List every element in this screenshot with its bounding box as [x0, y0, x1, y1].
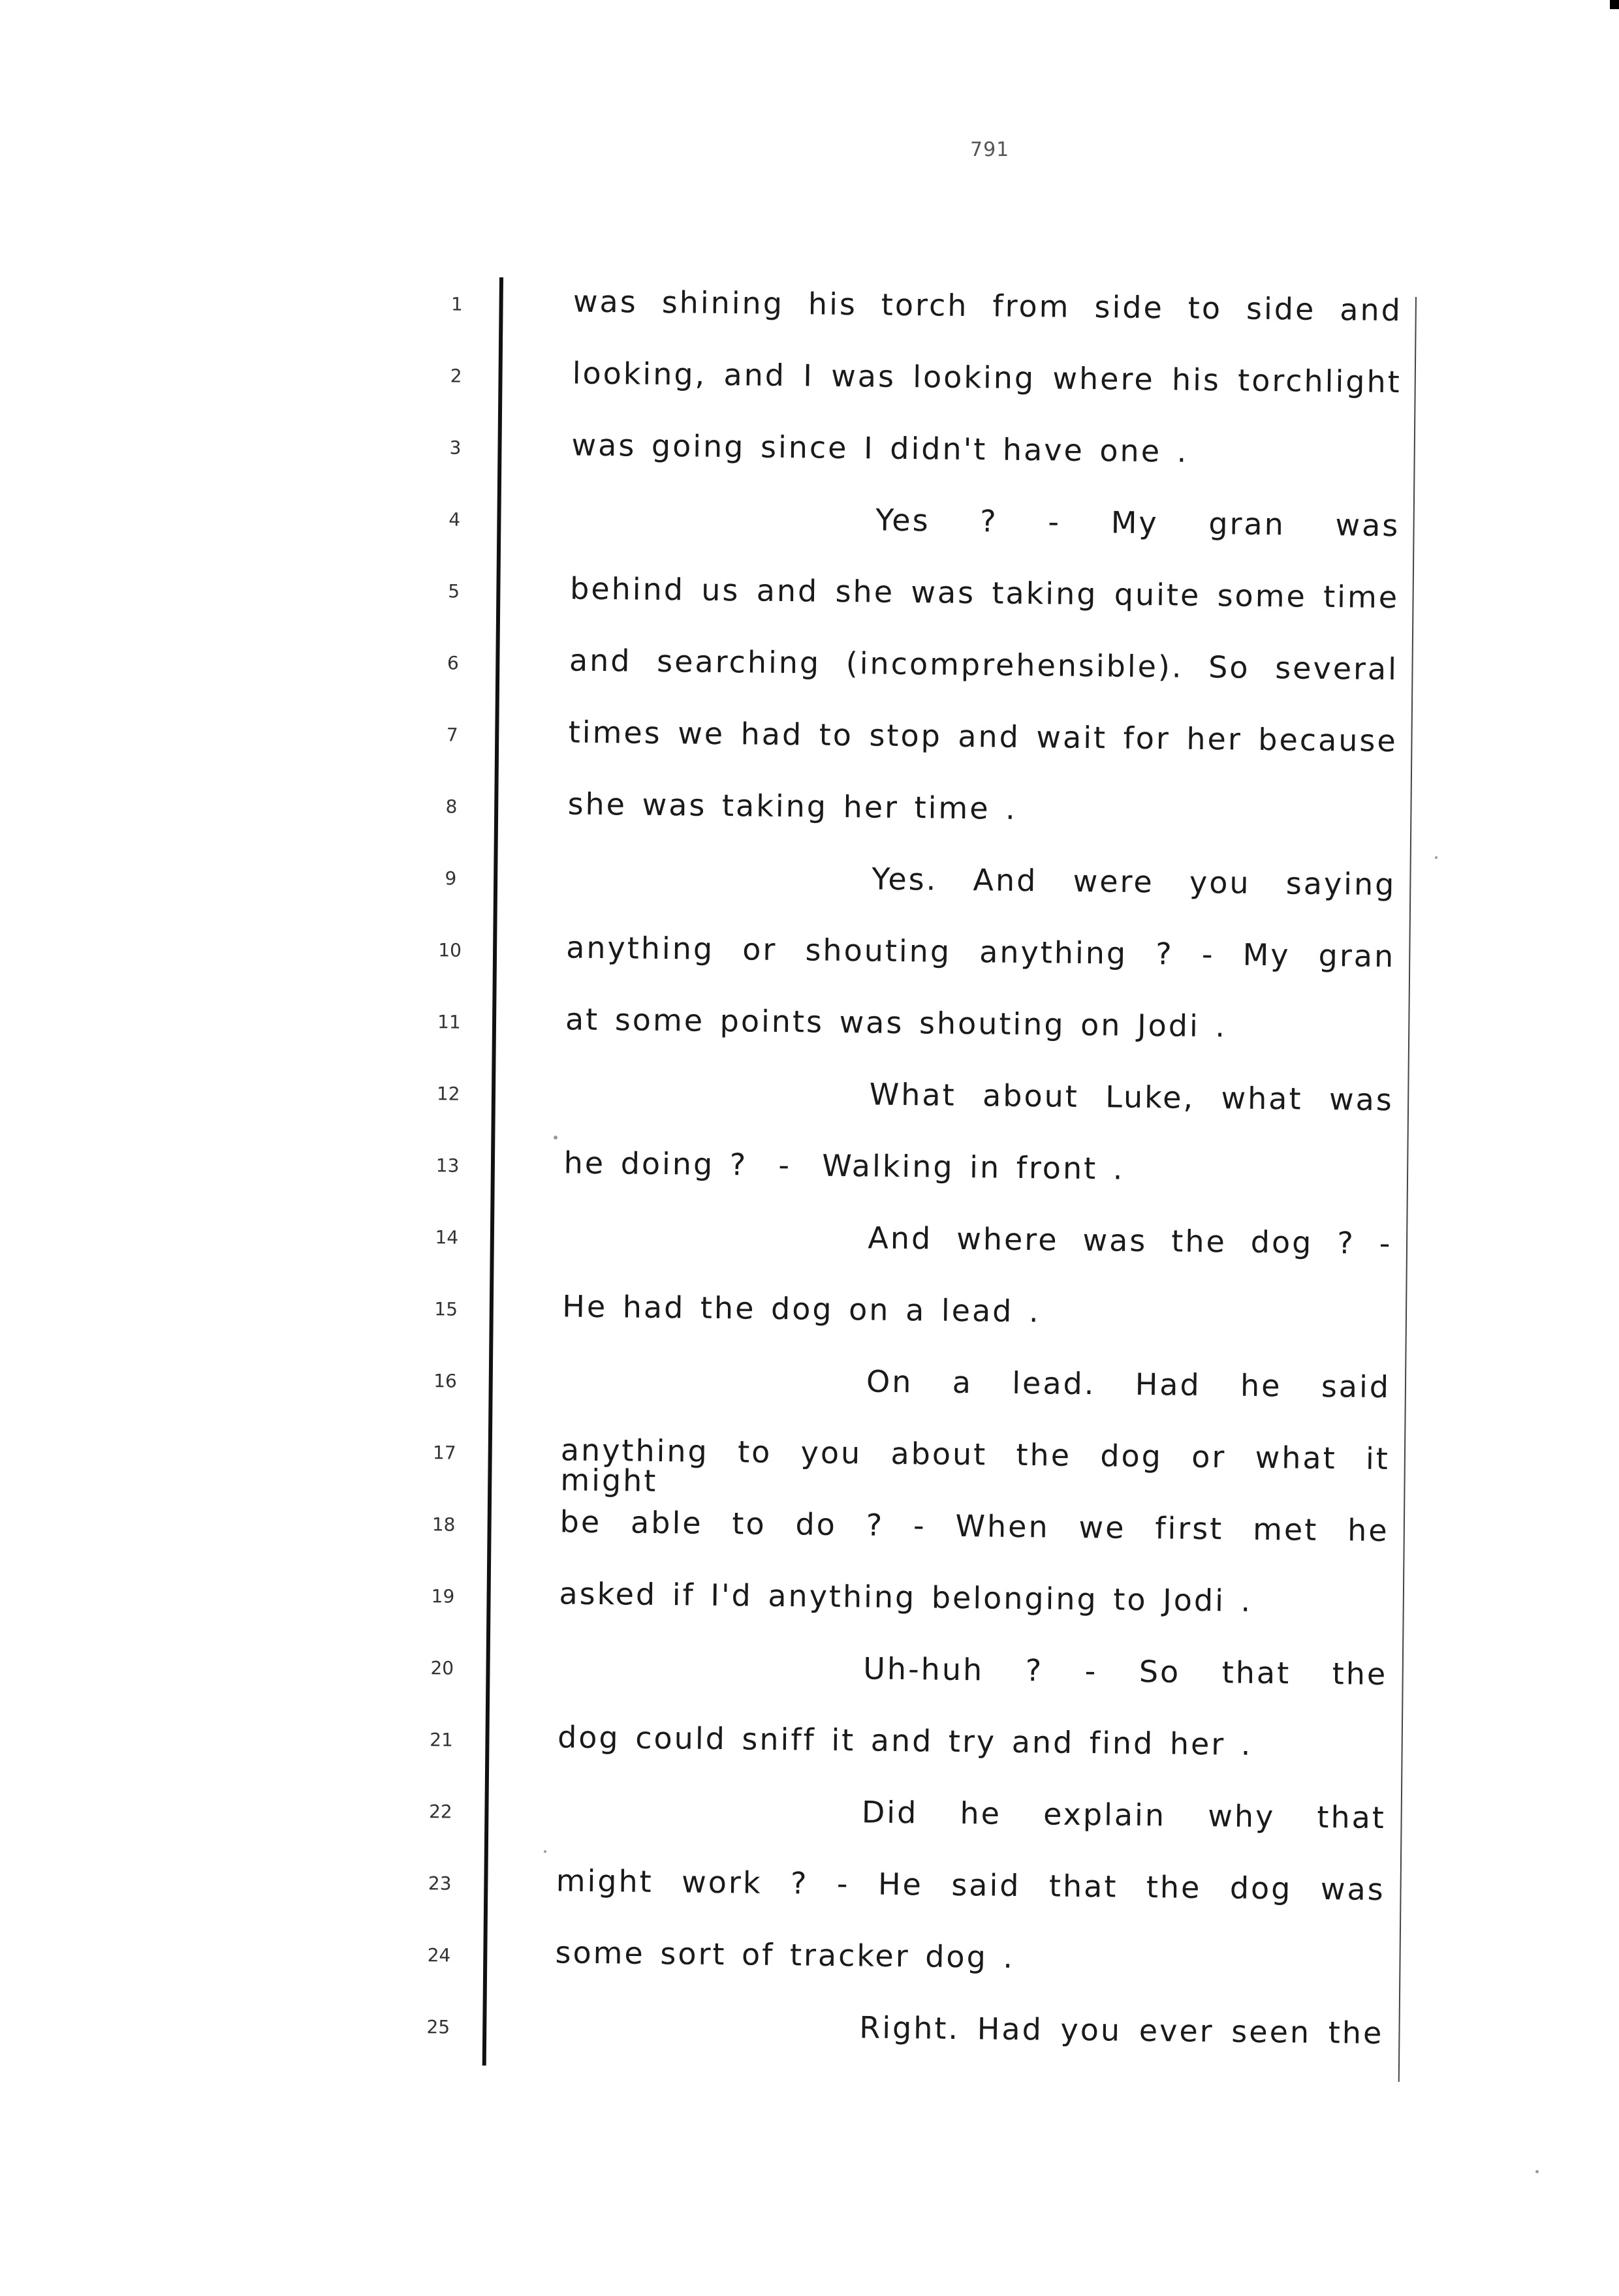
transcript-line: On a lead. Had he said [866, 1363, 1391, 1405]
line-number: 14 [435, 1226, 459, 1249]
line-number: 11 [437, 1011, 461, 1033]
transcript-line: looking, and I was looking where his torchlight [572, 355, 1402, 400]
line-number: 24 [427, 1944, 451, 1966]
line-number: 17 [432, 1442, 456, 1464]
line-number: 8 [445, 796, 458, 818]
line-number: 21 [430, 1729, 454, 1751]
transcript-line: might work ? - He said that the dog was [556, 1863, 1385, 1908]
transcript-line: times we had to stop and wait for her because [568, 714, 1398, 759]
transcript-line: some sort of tracker dog . [555, 1934, 1015, 1975]
line-number: 20 [430, 1657, 454, 1679]
transcript-line: dog could sniff it and try and find her . [557, 1719, 1253, 1762]
scan-speck [1435, 856, 1438, 859]
transcript-line: and searching (incomprehensible). So several [569, 642, 1399, 687]
transcript-line: behind us and she was taking quite some time [569, 570, 1400, 615]
line-number: 3 [449, 437, 462, 459]
transcript-line: And where was the dog ? - [868, 1220, 1392, 1262]
line-number: 9 [445, 867, 457, 890]
line-number: 25 [426, 2016, 450, 2038]
scan-speck [554, 1136, 558, 1140]
transcript-line: What about Luke, what was [869, 1076, 1394, 1118]
transcript-line: Yes ? - My gran was [875, 502, 1400, 544]
transcript-line: was going since I didn't have one . [571, 427, 1189, 469]
line-number: 10 [438, 939, 462, 961]
transcript-line: he doing ? - Walking in front . [563, 1145, 1125, 1187]
scan-speck [1535, 2170, 1539, 2173]
transcript-line: she was taking her time . [567, 786, 1018, 826]
transcript-line: asked if I'd anything belonging to Jodi . [559, 1575, 1253, 1619]
transcript-line: anything or shouting anything ? - My gran [565, 929, 1396, 974]
line-number: 19 [431, 1585, 455, 1607]
page-number: 791 [970, 138, 1010, 161]
transcript-line: Did he explain why that [861, 1794, 1387, 1836]
line-number: 15 [434, 1298, 458, 1320]
line-number: 12 [436, 1083, 460, 1105]
line-number: 5 [448, 580, 460, 602]
transcript-line: at some points was shouting on Jodi . [565, 1001, 1227, 1044]
line-number: 13 [435, 1155, 460, 1177]
scan-speck [544, 1850, 546, 1853]
line-number: 22 [428, 1801, 452, 1823]
transcript-line: Right. Had you ever seen the [859, 2009, 1384, 2051]
transcript-line: be able to do ? - When we first met he [559, 1504, 1389, 1549]
transcript-line: Yes. And were you saying [872, 861, 1396, 903]
line-number: 7 [446, 724, 458, 746]
transcript-line: Uh-huh ? - So that the [863, 1651, 1388, 1692]
line-number: 6 [447, 652, 460, 674]
line-number: 18 [432, 1513, 456, 1536]
transcript-line: anything to you about the dog or what it might [560, 1432, 1391, 1498]
line-number: 16 [433, 1370, 458, 1392]
line-number: 2 [450, 365, 462, 387]
transcript-line: was shining his torch from side to side and [573, 283, 1403, 328]
line-number: 1 [450, 293, 463, 315]
line-number: 4 [448, 508, 461, 531]
transcript-line: He had the dog on a lead . [561, 1288, 1041, 1329]
line-number: 23 [428, 1872, 452, 1895]
